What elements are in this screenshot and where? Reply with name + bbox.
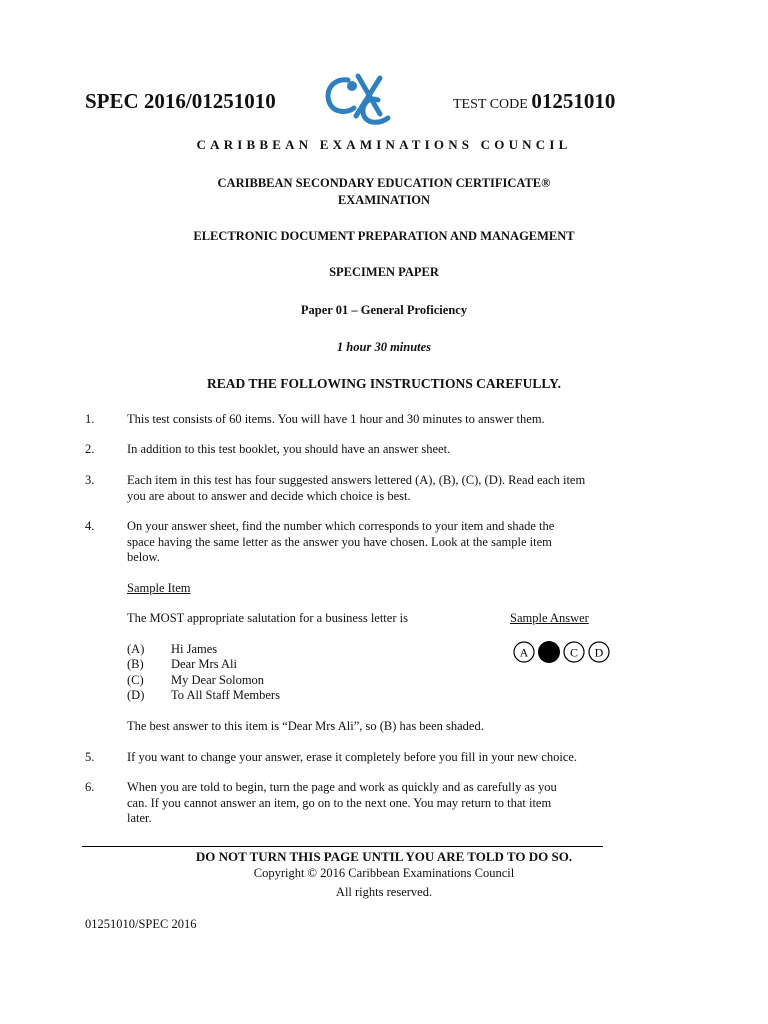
bubble-b-shaded	[538, 641, 560, 663]
instruction-line: When you are told to begin, turn the page and work as quickly and as carefully as you	[127, 780, 557, 794]
instruction-number: 3.	[85, 473, 95, 487]
instruction-line: you are about to answer and decide which choice is best.	[127, 488, 411, 503]
option-letter: (A)	[127, 642, 145, 656]
instructions-heading: READ THE FOLLOWING INSTRUCTIONS CAREFULLY.	[207, 376, 561, 391]
instruction-text	[127, 473, 617, 504]
specimen-title: SPECIMEN PAPER	[329, 265, 439, 279]
certificate-line-2: EXAMINATION	[337, 193, 431, 207]
instruction-number: 2.	[85, 442, 95, 456]
copyright: Copyright © 2016 Caribbean Examinations Council	[253, 866, 515, 880]
bubble-label: C	[569, 645, 579, 660]
bubble-a	[514, 642, 534, 662]
instruction-number: 6.	[85, 780, 95, 794]
instruction-line: In addition to this test booklet, you should have an answer sheet.	[127, 442, 451, 456]
certificate-title	[0, 175, 768, 209]
duration: 1 hour 30 minutes	[336, 340, 432, 354]
rights-reserved: All rights reserved.	[335, 885, 433, 899]
cxc-logo-icon	[318, 70, 392, 126]
sample-explanation: The best answer to this item is “Dear Mrs Ali”, so (B) has been shaded.	[127, 719, 484, 733]
bubble-label: A	[519, 645, 529, 660]
instruction-line: space having the same letter as the answer you have chosen. Look at the sample item	[127, 534, 552, 549]
bubble-label: D	[594, 645, 604, 660]
test-code-label: TEST CODE	[453, 97, 528, 112]
sample-item-heading: Sample Item	[127, 581, 191, 595]
council-title: CARIBBEAN EXAMINATIONS COUNCIL	[196, 137, 572, 152]
instruction-line: below.	[127, 550, 160, 564]
sample-answer-heading: Sample Answer	[510, 611, 589, 625]
instruction-text	[127, 442, 617, 458]
sample-question: The MOST appropriate salutation for a business letter is	[127, 611, 408, 625]
instruction-number: 1.	[85, 412, 95, 426]
instruction-number: 4.	[85, 519, 95, 533]
option-text: Hi James	[171, 642, 218, 656]
instruction-line: If you want to change your answer, erase it completely before you fill in your new choice.	[127, 750, 578, 764]
instruction-text	[127, 412, 617, 428]
divider	[82, 846, 603, 847]
bubble-c	[564, 642, 584, 662]
document-code: 01251010/SPEC 2016	[85, 917, 197, 931]
bubble-d	[589, 642, 609, 662]
instruction-text	[127, 750, 617, 766]
option-letter: (D)	[127, 688, 145, 702]
instruction-text	[127, 780, 617, 827]
test-code	[453, 89, 615, 114]
test-code-value: 01251010	[531, 89, 616, 113]
certificate-line-1: CARIBBEAN SECONDARY EDUCATION CERTIFICATE®	[217, 176, 551, 190]
instruction-text	[127, 519, 617, 566]
paper-title: Paper 01 – General Proficiency	[300, 303, 468, 317]
instruction-line: can. If you cannot answer an item, go on to the next one. You may return to that item	[127, 795, 552, 810]
answer-bubbles	[512, 640, 612, 664]
option-letter: (C)	[127, 673, 144, 687]
instruction-line: This test consists of 60 items. You will have 1 hour and 30 minutes to answer them.	[127, 412, 545, 426]
option-text: My Dear Solomon	[171, 673, 265, 687]
spec-code: SPEC 2016/01251010	[85, 89, 276, 113]
do-not-turn-notice: DO NOT TURN THIS PAGE UNTIL YOU ARE TOLD TO DO SO.	[195, 849, 573, 864]
instruction-line: later.	[127, 811, 152, 825]
option-letter: (B)	[127, 657, 144, 671]
instruction-line: Each item in this test has four suggested answers lettered (A), (B), (C), (D). Read each item	[127, 473, 586, 487]
instruction-line: On your answer sheet, find the number which corresponds to your item and shade the	[127, 519, 555, 533]
option-text: Dear Mrs Ali	[171, 657, 237, 671]
option-text: To All Staff Members	[171, 688, 280, 702]
instruction-number: 5.	[85, 750, 95, 764]
subject-title: ELECTRONIC DOCUMENT PREPARATION AND MANAGEMENT	[193, 229, 575, 243]
